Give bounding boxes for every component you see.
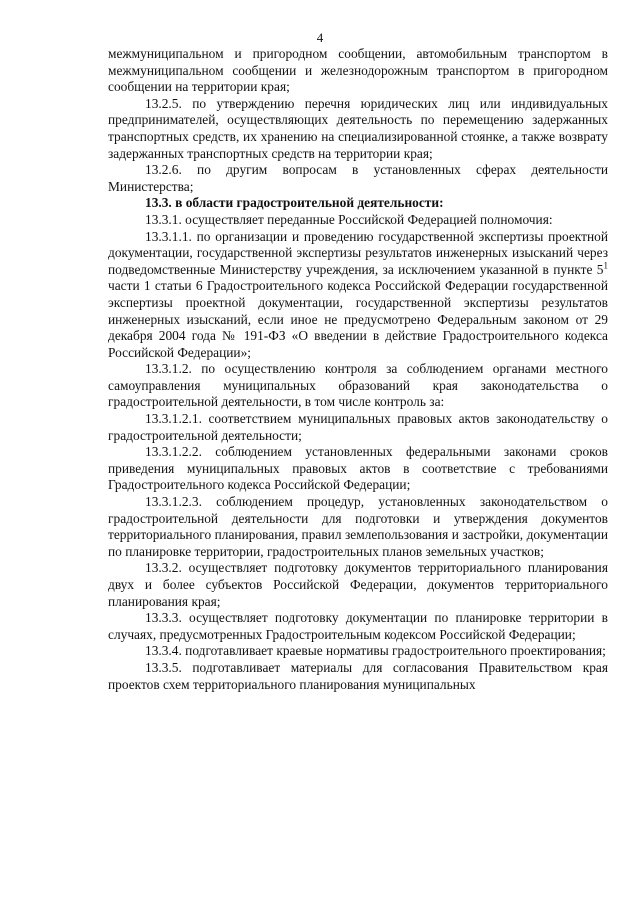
paragraph-13-3-3: 13.3.3. осуществляет подготовку документации по планировке территории в случаях, предусмотренных Градостроительным кодексом Российской Федерации; (108, 610, 608, 642)
paragraph-13-3-1-1 (108, 229, 608, 362)
paragraph-13-3-1-2-1: 13.3.1.2.1. соответствием муниципальных правовых актов законодательству о градостроительной деятельности; (108, 411, 608, 443)
paragraph-13-3-1-2-2: 13.3.1.2.2. соблюдением установленных федеральными законами сроков приведения муниципальных правовых актов в соответствие с требованиями Градостроительного кодекса Российской Федерации; (108, 444, 608, 493)
section-heading-13-3: 13.3. в области градостроительной деятельности: (145, 195, 444, 211)
paragraph-13-3-2: 13.3.2. осуществляет подготовку документов территориального планирования двух и более субъектов Российской Федерации, документов территориального планирования края; (108, 560, 608, 609)
superscript-1: 1 (603, 260, 608, 271)
page-number: 4 (316, 30, 324, 45)
paragraph-13-3-4: 13.3.4. подготавливает краевые нормативы градостроительного проектирования; (145, 643, 606, 659)
paragraph-13-3-5: 13.3.5. подготавливает материалы для согласования Правительством края проектов схем территориального планирования муниципальных (108, 659, 608, 692)
paragraph-13-3-1-2: 13.3.1.2. по осуществлению контроля за соблюдением органами местного самоуправления муниципальных образований края законодательства о градостроительной деятельности, в том числе контроль за: (108, 361, 608, 410)
paragraph-13-3-1-1-part-1: 13.3.1.1. по организации и проведению государственной экспертизы проектной документации, государственной экспертизы результатов инженерных изысканий через подведомственные Министерству учреждения, за исключением указанной в пункте 5 (108, 228, 608, 277)
paragraph-13-3-1-2-3: 13.3.1.2.3. соблюдением процедур, установленных законодательством о градостроительной деятельности для подготовки и утверждения документов территориального планирования, правил землепользования и застройки, документации по планировке территории, градостроительных планов земельных участков; (108, 494, 608, 559)
document-body (108, 46, 608, 693)
paragraph-continuation: межмуниципальном и пригородном сообщении, автомобильным транспортом в межмуниципальном сообщении и железнодорожным транспортом в пригородном сообщении на территории края; (108, 46, 608, 95)
paragraph-13-3-1-1-part-2: части 1 статьи 6 Градостроительного кодекса Российской Федерации государственной экспертизы проектной документации, государственной экспертизы результатов инженерных изысканий, если иное не предусмотрено Федеральным законом от 29 декабря 2004 года № 191-ФЗ «О введении в действие Градостроительного кодекса Российской Федерации»; (108, 278, 608, 360)
paragraph-13-2-5: 13.2.5. по утверждению перечня юридических лиц или индивидуальных предпринимателей, осуществляющих деятельность по перемещению задержанных транспортных средств, их хранению на специализированной стоянке, а также возврату задержанных транспортных средств на территории края; (108, 95, 608, 161)
paragraph-13-3-1: 13.3.1. осуществляет переданные Российской Федерацией полномочия: (145, 211, 553, 227)
paragraph-13-2-6: 13.2.6. по другим вопросам в установленных сферах деятельности Министерства; (108, 162, 608, 194)
